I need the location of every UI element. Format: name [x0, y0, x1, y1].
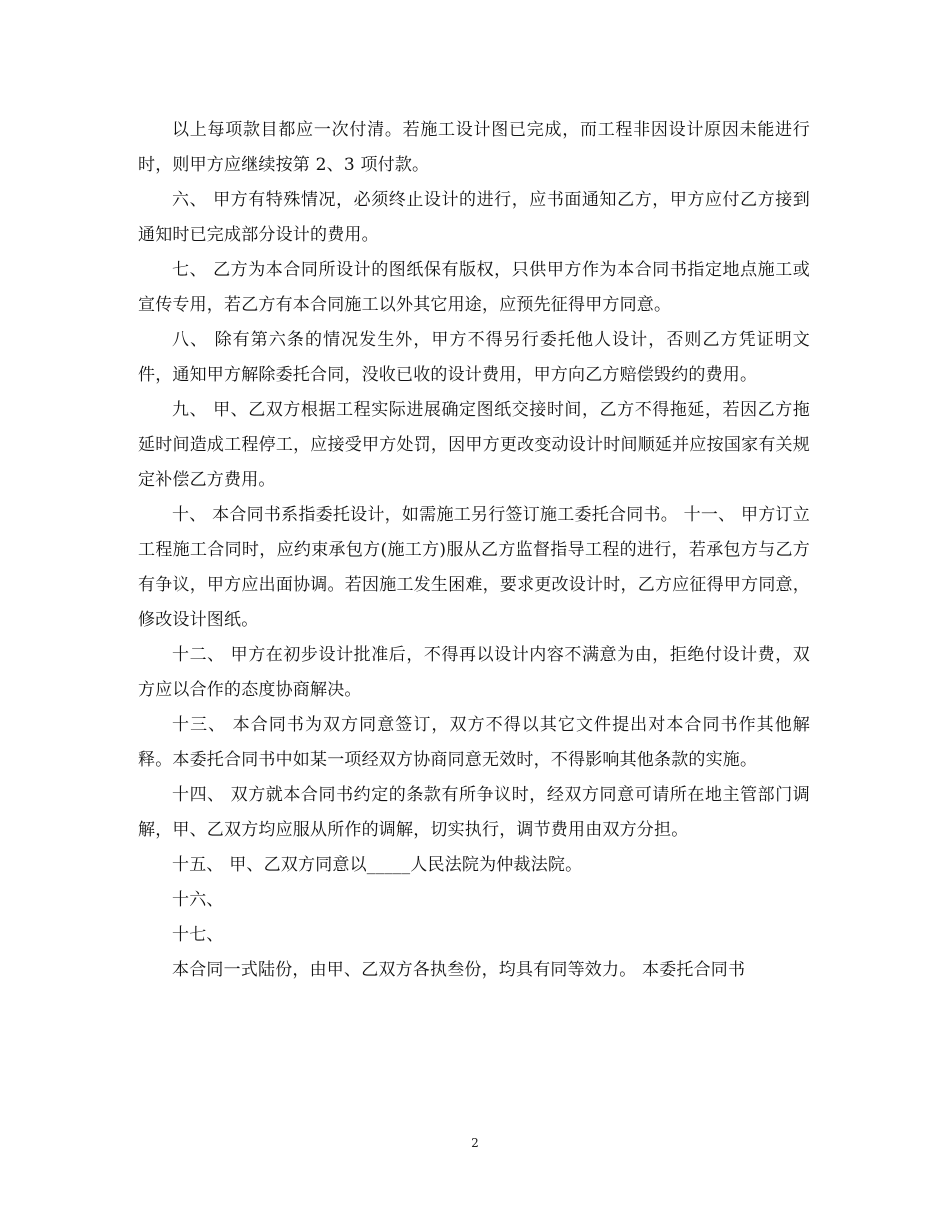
paragraph-clause-9: 九、 甲、乙双方根据工程实际进展确定图纸交接时间，乙方不得拖延，若因乙方拖延时间造成工程停工，应接受甲方处罚，因甲方更改变动设计时间顺延并应按国家有关规定补偿乙方费用。	[138, 400, 810, 490]
paragraph-payment-terms: 以上每项款目都应一次付清。若施工设计图已完成，而工程非因设计原因未能进行时，则甲方应继续按第 2、3 项付款。	[138, 120, 810, 175]
paragraph-copies: 本合同一式陆份，由甲、乙双方各执叁份，均具有同等效力。 本委托合同书	[172, 960, 746, 980]
contract-body	[138, 113, 810, 988]
page-number: 2	[471, 1136, 479, 1150]
paragraph-clause-14: 十四、 双方就本合同书约定的条款有所争议时，经双方同意可请所在地主管部门调解，甲、乙双方均应服从所作的调解，切实执行，调节费用由双方分担。	[138, 785, 810, 840]
paragraph-clause-7: 七、 乙方为本合同所设计的图纸保有版权，只供甲方作为本合同书指定地点施工或宣传专用，若乙方有本合同施工以外其它用途，应预先征得甲方同意。	[138, 260, 810, 315]
paragraph-clause-15: 十五、 甲、乙双方同意以_____人民法院为仲裁法院。	[172, 855, 583, 875]
paragraph-clause-8: 八、 除有第六条的情况发生外，甲方不得另行委托他人设计，否则乙方凭证明文件，通知甲方解除委托合同，没收已收的设计费用，甲方向乙方赔偿毁约的费用。	[138, 330, 810, 385]
paragraph-clause-10-11: 十、 本合同书系指委托设计，如需施工另行签订施工委托合同书。 十一、 甲方订立工程施工合同时，应约束承包方(施工方)服从乙方监督指导工程的进行，若承包方与乙方有争议，甲方应出面协调。若因施工发生困难，要求更改设计时，乙方应征得甲方同意，修改设计图纸。	[138, 505, 810, 630]
paragraph-clause-16: 十六、	[172, 890, 224, 910]
paragraph-clause-13: 十三、 本合同书为双方同意签订，双方不得以其它文件提出对本合同书作其他解释。本委托合同书中如某一项经双方协商同意无效时，不得影响其他条款的实施。	[138, 715, 810, 770]
paragraph-clause-6: 六、 甲方有特殊情况，必须终止设计的进行，应书面通知乙方，甲方应付乙方接到通知时已完成部分设计的费用。	[138, 190, 810, 245]
paragraph-clause-12: 十二、 甲方在初步设计批准后，不得再以设计内容不满意为由，拒绝付设计费，双方应以合作的态度协商解决。	[138, 645, 810, 700]
paragraph-clause-17: 十七、	[172, 925, 224, 945]
